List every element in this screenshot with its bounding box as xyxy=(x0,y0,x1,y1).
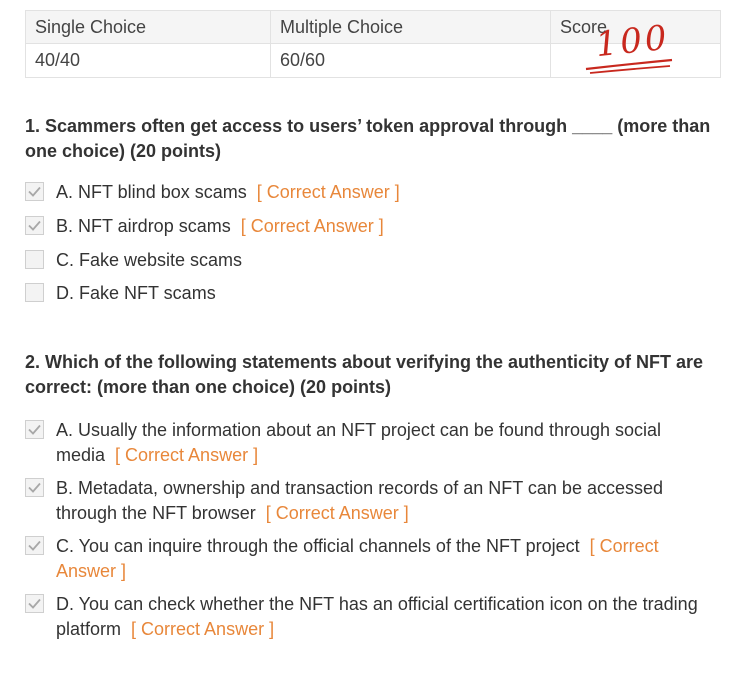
correct-answer-tag: [ Correct Answer ] xyxy=(240,216,384,236)
question-2-option-c[interactable] xyxy=(25,534,715,584)
option-label: B. Metadata, ownership and transaction records of an NFT can be accessed through the NFT browser xyxy=(56,478,663,523)
option-label: D. You can check whether the NFT has an official certification icon on the trading platform xyxy=(56,594,698,639)
checkbox-checked-icon[interactable] xyxy=(25,420,44,439)
question-1 xyxy=(25,114,715,306)
checkbox-unchecked-icon[interactable] xyxy=(25,283,44,302)
checkbox-unchecked-icon[interactable] xyxy=(25,250,44,269)
correct-answer-tag: [ Correct Answer ] xyxy=(56,536,659,581)
checkbox-checked-icon[interactable] xyxy=(25,216,44,235)
correct-answer-tag: [ Correct Answer ] xyxy=(265,503,409,523)
checkbox-checked-icon[interactable] xyxy=(25,594,44,613)
option-label: B. NFT airdrop scams xyxy=(56,216,231,236)
multiple-choice-score: 60/60 xyxy=(271,44,551,78)
header-single-choice: Single Choice xyxy=(26,11,271,44)
question-2 xyxy=(25,350,715,642)
single-choice-score: 40/40 xyxy=(26,44,271,78)
correct-answer-tag: [ Correct Answer ] xyxy=(256,182,400,202)
question-2-option-d[interactable] xyxy=(25,592,715,642)
option-label: A. NFT blind box scams xyxy=(56,182,247,202)
checkbox-checked-icon[interactable] xyxy=(25,536,44,555)
question-2-option-a[interactable] xyxy=(25,418,715,468)
score-mark-text: 100 xyxy=(593,17,672,66)
header-score: Score xyxy=(551,11,721,44)
option-label: A. Usually the information about an NFT project can be found through social media xyxy=(56,420,662,465)
checkbox-checked-icon[interactable] xyxy=(25,478,44,497)
question-1-option-c[interactable] xyxy=(25,248,715,273)
header-multiple-choice: Multiple Choice xyxy=(271,11,551,44)
question-1-option-b[interactable] xyxy=(25,214,715,239)
question-1-option-a[interactable] xyxy=(25,180,715,205)
option-label: D. Fake NFT scams xyxy=(56,283,216,303)
checkbox-checked-icon[interactable] xyxy=(25,182,44,201)
option-label: C. Fake website scams xyxy=(56,250,243,270)
correct-answer-tag: [ Correct Answer ] xyxy=(115,445,259,465)
question-1-title: 1. Scammers often get access to users’ token approval through ____ (more than one choice) (20 points) xyxy=(25,116,711,161)
question-1-option-d[interactable] xyxy=(25,281,715,306)
handwritten-score-mark xyxy=(580,14,695,76)
option-label: C. You can inquire through the official channels of the NFT project xyxy=(56,536,580,556)
question-2-title: 2. Which of the following statements about verifying the authenticity of NFT are correct: (more than one choice) (20 points) xyxy=(25,352,704,397)
question-2-option-b[interactable] xyxy=(25,476,715,526)
correct-answer-tag: [ Correct Answer ] xyxy=(131,619,275,639)
